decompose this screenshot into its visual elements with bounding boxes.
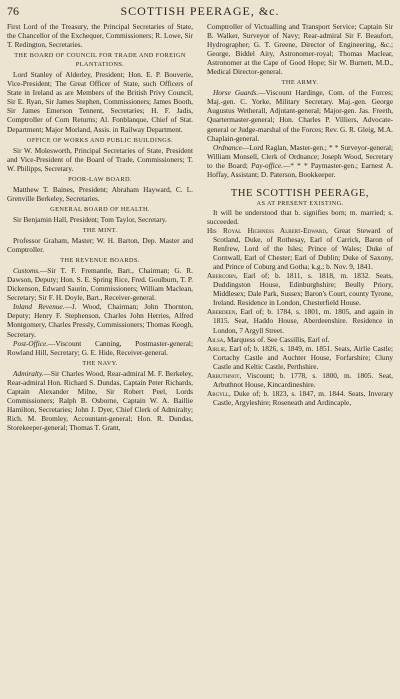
entry-text: Great Steward of Scotland, Duke, of Rothesay, Earl of Carrick, Baron of Renfrew, Lord of the Isles; Prince of Wales; Duke of Cornwall, Earl of Chester; Earl of Dublin; Duke of Saxony, and Prince of Coburg and Gotha; k.g.; b. Nov. 9, 1841. bbox=[213, 225, 394, 272]
entry-aberdeen bbox=[207, 307, 393, 334]
heading-revenue-boards: THE REVENUE BOARDS. bbox=[60, 257, 140, 265]
ordnance-text: —Lord Raglan, Master-gen.; * * Surveyor-general; William Monsell, Clerk of Ordnance; Joseph Wood, Secretary to the Board; bbox=[207, 142, 393, 170]
entry-name: Airlie, bbox=[207, 343, 227, 353]
entry-abercorn bbox=[207, 271, 393, 307]
text-columns bbox=[7, 22, 393, 432]
entry-albert-edward bbox=[207, 226, 393, 271]
entry-name: Ailsa, bbox=[207, 334, 226, 344]
running-title: SCOTTISH PEERAGE, &c. bbox=[120, 4, 280, 18]
admiralty-text: —Sir Charles Wood, Rear-admiral M. F. Berkeley, Rear-admiral Hon. Richard S. Dundas, Captain Peter Richards, Captain Alexander Milne, Sir Robert Peel, Lords Commissioners; Ralph B. Osborne, Captain W. A. Baillie Hamilton, Secretaries; John J. Dyer, Chief Clerk of Admiralty; Rich. M. Bromley, Accountant-general; Hon. R. Dundas, Storekeeper-general; Thomas T. Grant, bbox=[7, 368, 193, 432]
left-column bbox=[7, 22, 193, 432]
entry-text: Marquess of. See Cassillis, Earl of. bbox=[225, 334, 330, 344]
heading-poor-law-board: POOR-LAW BOARD. bbox=[68, 175, 132, 183]
paragraph-board-of-health: Sir Benjamin Hall, President; Tom Taylor, Secretary. bbox=[13, 214, 167, 224]
heading-navy: THE NAVY. bbox=[82, 359, 118, 367]
paragraph-admiralty bbox=[7, 369, 193, 432]
abbreviation-note: It will be understood that b. signifies born; m. married; s. succeeded. bbox=[207, 207, 393, 226]
heading-army: THE ARMY. bbox=[281, 79, 319, 87]
inland-revenue-label: Inland Revenue. bbox=[13, 302, 65, 312]
customs-text: —Sir T. F. Fremantle, Bart., Chairman; G. R. Dawson, Deputy; Hon. S. E. Spring Rice, Fred. Goulburn, T. P. Dickenson, Edward Saurin, Commissioners; William Maclean, Secretary; Sir F. H. Doyle, Bart., Receiver-general. bbox=[7, 266, 193, 303]
paragraph-ordnance bbox=[207, 143, 393, 179]
paragraph-horse-guards bbox=[207, 88, 393, 142]
entry-name: Aberdeen, bbox=[207, 307, 238, 317]
entry-name: Arbuthnot, bbox=[207, 370, 242, 380]
paragraph-comptroller: Comptroller of Victualling and Transport Service; Captain Sir B. Walker, Surveyor of Navy; Rear-admiral Sir F. Beaufort, Hydrographer; G. T. Greene, Director of Engineering, &c.; George, Biddel Airy, Astronomer-royal; Thomas Maclear, Astronomer at the Cape of Good Hope; Sir W. Burnett, M.D., Medical Director-general. bbox=[207, 22, 393, 77]
post-office-text: —Viscount Canning, Postmaster-general; Rowland Hill, Secretary; G. E. Hide, Receiver-general. bbox=[7, 338, 193, 357]
paragraph-customs bbox=[7, 266, 193, 302]
paragraph-inland-revenue bbox=[7, 302, 193, 338]
entry-text: Earl of; b. 1826, s. 1849, m. 1851. Seats, Airlie Castle; Cortachy Castle and Auchter House, Forfarshire; Cluny Castle and Keltic Castle, Perthshire. bbox=[213, 343, 393, 371]
pay-office-text: —* * * Paymaster-gen.; Earnest A. Hoffay, Assistant; D. Paterson, Bookkeeper. bbox=[207, 160, 393, 179]
paragraph-post-office bbox=[7, 339, 193, 357]
entry-ailsa bbox=[207, 335, 393, 344]
entry-name: Argyll, bbox=[207, 388, 231, 398]
entry-text: Viscount; b. 1778, s. 1800, m. 1805. Seat, Arbuthnot House, Kincardineshire. bbox=[213, 370, 393, 389]
paragraph-treasury: First Lord of the Treasury, the Principal Secretaries of State, the Chancellor of the Exchequer, Commissioners; R. Lowe, Sir T. Redington, Secretaries. bbox=[7, 22, 193, 50]
entry-airlie bbox=[207, 344, 393, 371]
paragraph-poor-law-board: Matthew T. Baines, President; Abraham Hayward, C. L. Grenville Berkeley, Secretaries. bbox=[7, 184, 193, 203]
section-title: THE SCOTTISH PEERAGE, bbox=[230, 187, 370, 199]
entry-name: Abercorn, bbox=[207, 271, 238, 281]
heading-mint: THE MINT. bbox=[82, 226, 118, 234]
section-subtitle: AS AT PRESENT EXISTING. bbox=[256, 199, 344, 207]
paragraph-mint: Professor Graham, Master; W. H. Barton, Dep. Master and Comptroller. bbox=[7, 236, 193, 255]
paragraph-office-of-works: Sir W. Molesworth, Principal Secretaries of State, President and Vice-President of the Board of Trade, Commissioners; T. W. Philipps, Secretary. bbox=[7, 145, 193, 173]
ordnance-label: Ordnance bbox=[213, 142, 242, 152]
page-header bbox=[7, 3, 393, 19]
entry-text: Earl of; b. 1784, s. 1801, m. 1805, and again in 1815. Seat, Haddo House, Aberdeenshire. Residence in London, 7 Argyll Street. bbox=[213, 307, 393, 335]
heading-office-of-works: OFFICE OF WORKS AND PUBLIC BUILDINGS. bbox=[26, 136, 174, 144]
entry-text: Earl of; b. 1811, s. 1818, m. 1832. Seats, Duddingston House, Edinburghshire; Beully Priory, Middlesex; Dale Park, Sussex; Baron's Court, county Tyrone, Ireland. Residence in London, Chesterfield House. bbox=[213, 271, 393, 308]
paragraph-board-of-trade: Lord Stanley of Alderley, President; Hon. E. P. Bouverie, Vice-President; The Great Officer of State, such Officers of State in Ireland as are Members of the British Privy Council, Sir E. Ryan, Sir James Stephen, Commissioners; James Booth, Sir James Emerson Tennent, Secretaries; H. F. Jadis, Comptroller of Corn Returns; Al. Fonblanque, Chief of Stat. Department; Major Morland, Assis. in Railway Department. bbox=[7, 70, 193, 134]
horse-guards-text: —Viscount Hardinge, Com. of the Forces; Maj.-gen. C. Yorke, Military Secretary. Maj.-gen. George Augustus Wetherall, Adjutant-general; Major-gen. Jas. Freeth, Quartermaster-general; Hon. Charles P. Villiers, Advocate-general or Judge-marshal of the Forces; Rev. G. R. Gleig, M.A. Chaplain-general. bbox=[207, 88, 393, 143]
entry-argyll bbox=[207, 389, 393, 407]
horse-guards-label: Horse Guards. bbox=[213, 88, 259, 98]
page-number: 76 bbox=[7, 4, 19, 18]
customs-label: Customs. bbox=[13, 266, 40, 276]
entry-arbuthnot bbox=[207, 371, 393, 389]
right-column bbox=[207, 22, 393, 432]
heading-board-of-trade: THE BOARD OF COUNCIL FOR TRADE AND FOREIGN PLANTATIONS. bbox=[14, 52, 186, 69]
post-office-label: Post-Office. bbox=[13, 338, 49, 348]
heading-board-of-health: GENERAL BOARD OF HEALTH. bbox=[50, 205, 150, 213]
entry-text: Duke of; b. 1823, s. 1847, m. 1844. Seats, Inverary Castle, Argyleshire; Roseneath and Ardincaple, bbox=[213, 388, 393, 407]
entry-name: His Royal Highness Albert-Edward, bbox=[207, 225, 328, 235]
inland-revenue-text: —J. Wood, Chairman; John Thornton, Deputy; Henry F. Stephenson, Charles John Herries, Alfred Montgomery, Charles Pressly, Commissioners; Thomas Keogh, Secretary. bbox=[7, 302, 193, 339]
pay-office-label: Pay-office. bbox=[251, 160, 283, 170]
admiralty-label: Admiralty. bbox=[13, 368, 44, 378]
